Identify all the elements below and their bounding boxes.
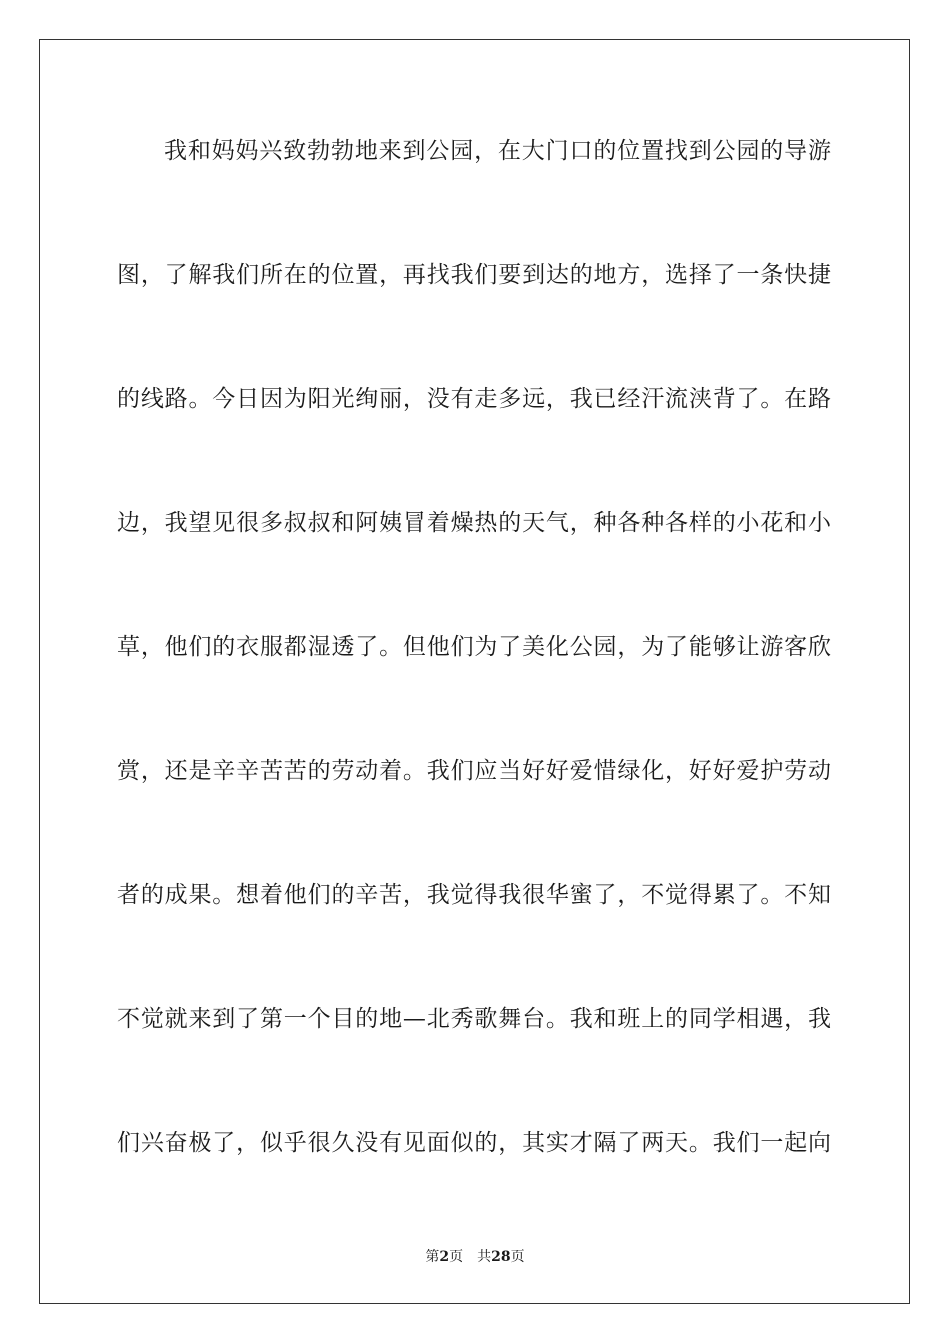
text-line: 的线路。今日因为阳光绚丽，没有走多远，我已经汗流浃背了。在路 <box>117 386 831 412</box>
text-line: 们兴奋极了，似乎很久没有见面似的，其实才隔了两天。我们一起向 <box>117 1130 831 1156</box>
text-line: 我和妈妈兴致勃勃地来到公园，在大门口的位置找到公园的导游 <box>164 138 831 164</box>
page-border <box>39 39 910 1304</box>
text-line: 赏，还是辛辛苦苦的劳动着。我们应当好好爱惜绿化，好好爱护劳动 <box>117 758 831 784</box>
text-line: 草，他们的衣服都湿透了。但他们为了美化公园，为了能够让游客欣 <box>117 634 831 660</box>
page-prefix: 第 <box>425 1249 440 1265</box>
text-line: 边，我望见很多叔叔和阿姨冒着燥热的天气，种各种各样的小花和小 <box>117 510 831 536</box>
total-suffix: 页 <box>510 1249 525 1265</box>
page-suffix: 页 <box>449 1249 464 1265</box>
total-prefix: 共 <box>477 1249 492 1265</box>
page-footer <box>0 1248 950 1266</box>
text-line: 者的成果。想着他们的辛苦，我觉得我很华蜜了，不觉得累了。不知 <box>117 882 831 908</box>
page-number: 2 <box>439 1249 450 1265</box>
text-line: 图，了解我们所在的位置，再找我们要到达的地方，选择了一条快捷 <box>117 262 831 288</box>
text-line: 不觉就来到了第一个目的地—北秀歌舞台。我和班上的同学相遇，我 <box>117 1006 831 1032</box>
total-pages: 28 <box>491 1249 511 1265</box>
